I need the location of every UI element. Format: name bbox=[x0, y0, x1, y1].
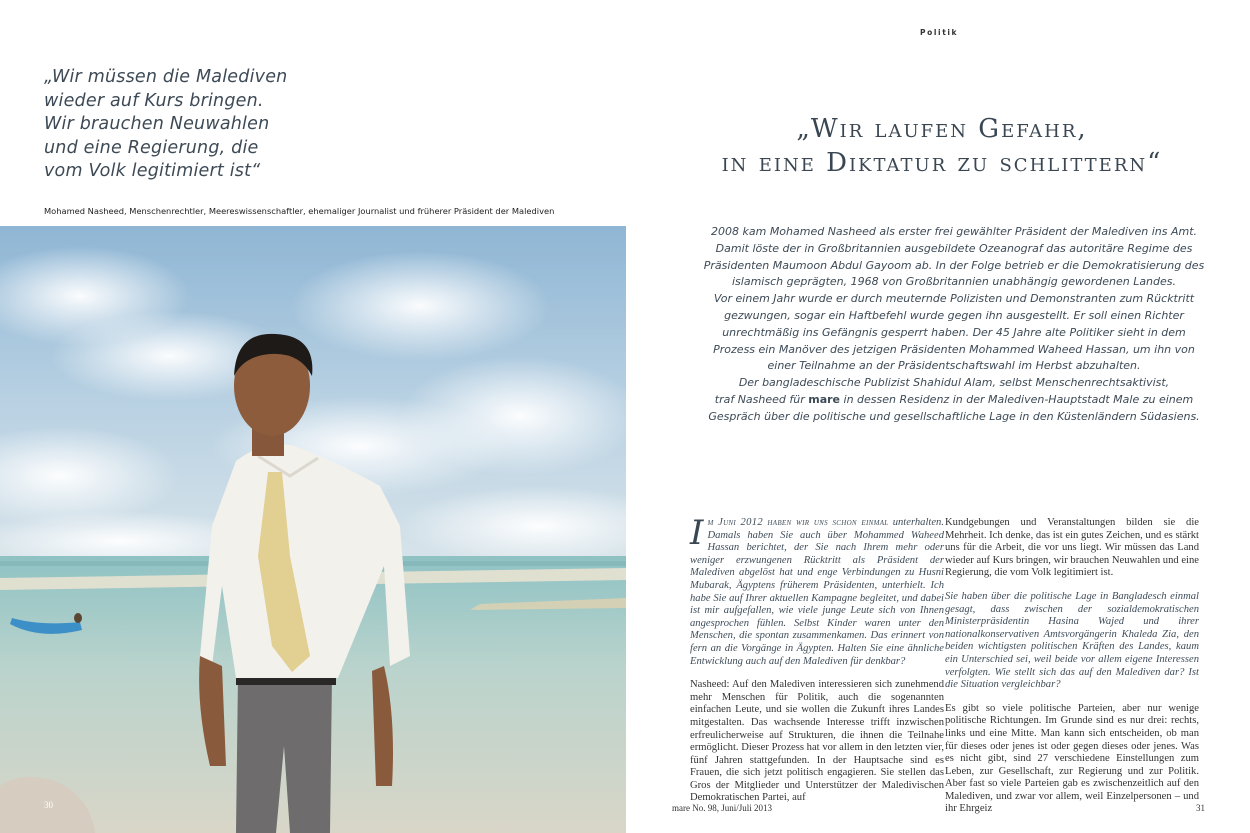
headline bbox=[662, 112, 1222, 180]
headline-line: in eine Diktatur zu schlittern“ bbox=[721, 148, 1163, 178]
headline-line: „Wir laufen Gefahr, bbox=[796, 114, 1088, 144]
interview-question: Sie haben über die politische Lage in Bangladesch einmal gesagt, dass zwischen der sozialdemokratischen Ministerpräsidentin Hasina Wajed und ihrer nationalkonservativen Amtsvorgängerin Khaleda Zia, den beiden wichtigsten politischen Kräften des Landes, kaum ein Unterschied sei, weil beide vor allem eigene Interessen verfolgten. Wie stellt sich das auf den Malediven dar? Ist die Situation vergleichbar? bbox=[945, 590, 1199, 691]
section-label: Politik bbox=[920, 28, 959, 37]
pull-quote-line: wieder auf Kurs bringen. bbox=[44, 90, 264, 111]
pull-quote-line: vom Volk legitimiert ist“ bbox=[44, 161, 261, 181]
portrait-photo bbox=[0, 226, 626, 833]
pull-quote bbox=[44, 66, 374, 184]
page-number-right: 31 bbox=[1196, 803, 1205, 813]
intro-line: Präsidenten Maumoon Abdul Gayoom ab. In der Folge betrieb er die Demokratisierung des bbox=[703, 258, 1205, 272]
intro-line: Prozess ein Manöver des jetzigen Präsidenten Mohammed Waheed Hassan, um ihn von bbox=[713, 342, 1195, 356]
intro-line: einer Teilnahme an der Präsidentschaftswahl im Herbst abzuhalten. bbox=[767, 359, 1141, 373]
photo-caption: Mohamed Nasheed, Menschenrechtler, Meereswissenschaftler, ehemaliger Journalist und früherer Präsident der Malediven bbox=[44, 206, 555, 216]
interview-answer: Es gibt so viele politische Parteien, aber nur wenige politische Richtungen. Im Grunde sind es nur drei: rechts, links und eine Mitte. Man kann sich entscheiden, ob man für dieses oder jenes ist oder gegen dieses oder jenes. Was es nicht gibt, sind 27 verschiedene Einstellungen zum Leben, zur Gesellschaft, zur Regierung und zur Politik. Aber fast so viele Parteien gab es zwischenzeitlich auf den Malediven, und zwar vor allem, weil Einzelpersonen – und ihr Ehrgeiz bbox=[945, 702, 1199, 815]
intro-text: traf Nasheed für bbox=[714, 392, 809, 406]
question-lead-in: m Juni 2012 haben wir uns schon einmal bbox=[707, 517, 889, 528]
pull-quote-line: Wir brauchen Neuwahlen bbox=[44, 114, 270, 134]
intro-paragraph bbox=[686, 224, 1222, 426]
intro-line: Damit löste der in Großbritannien ausgebildete Ozeanograf das autoritäre Regime des bbox=[715, 241, 1193, 255]
intro-line: Der bangladeschische Publizist Shahidul Alam, selbst Menschenrechtsaktivist, bbox=[738, 376, 1170, 390]
pull-quote-line: und eine Regierung, die bbox=[44, 137, 259, 158]
article-column-1 bbox=[690, 513, 945, 816]
intro-line: Gespräch über die politische und gesellschaftliche Lage in den Küstenländern Südasiens. bbox=[708, 409, 1200, 423]
question-text: unterhalten. Damals haben Sie auch über Mohammed Waheed Hassan berichtet, der Sie nach Ihrem mehr oder weniger erzwungenen Rücktritt als Präsident der Malediven abgelöst hat und enge Verbindungen zu Husni Mubarak, Ägyptens früherem Präsidenten, unterhielt. Ich habe Sie auf Ihrer aktuellen Kampagne begleitet, und dabei ist mir aufgefallen, wie viele junge Leute sich von Ihnen angesprochen fühlen. Selbst Kinder waren unter den Menschen, die spontan zusammenkamen. Das erinnert von fern an die Vorgänge in Ägypten. Halten Sie eine ähnliche Entwicklung auch auf den Malediven für denkbar? bbox=[690, 517, 945, 667]
intro-line: 2008 kam Mohamed Nasheed als erster frei gewählter Präsident der Malediven ins Amt. bbox=[711, 225, 1197, 238]
interview-question bbox=[690, 513, 945, 668]
page-number-left: 30 bbox=[44, 800, 53, 810]
mare-brand: mare bbox=[808, 392, 841, 406]
article-column-2 bbox=[945, 517, 1199, 827]
intro-line: gezwungen, sogar ein Haftbefehl wurde gegen ihn ausgestellt. Er soll einen Richter bbox=[724, 308, 1184, 322]
drop-cap: I bbox=[690, 513, 704, 553]
intro-text: in dessen Residenz in der Malediven-Hauptstadt Male zu einem bbox=[840, 392, 1194, 406]
magazine-folio: mare No. 98, Juni/Juli 2013 bbox=[672, 803, 772, 813]
interview-answer: Nasheed: Auf den Malediven interessieren sich zunehmend mehr Menschen für Politik, auch die sogenannten einfachen Leute, und sie wollen die Zukunft ihres Landes mitgestalten. Das wachsende Interesse trifft inzwischen erfreulicherweise auf Strukturen, die ihnen die Teilnahe ermöglicht. Dieser Prozess hat vor allem in den letzten vier, fünf Jahren stattgefunden. In der Hauptsache sind es Frauen, die sich jetzt politisch engagieren. Sie stellen das Gros der Mitglieder und Unterstützer der Maledivischen Demokratischen Partei, auf bbox=[690, 679, 944, 804]
intro-line: Vor einem Jahr wurde er durch meuternde Polizisten und Demonstranten zum Rücktritt bbox=[713, 292, 1195, 306]
pull-quote-line: „Wir müssen die Malediven bbox=[44, 67, 288, 87]
intro-line bbox=[686, 392, 1222, 409]
intro-line: islamisch geprägten, 1968 von Großbritannien unabhängig gewordenen Landes. bbox=[731, 275, 1177, 289]
intro-line: unrechtmäßig ins Gefängnis gesperrt haben. Der 45 Jahre alte Politiker sieht in dem bbox=[722, 325, 1186, 339]
interview-answer: Kundgebungen und Veranstaltungen bilden sie die Mehrheit. Ich denke, das ist ein gutes Zeichen, und es stärkt uns für die Arbeit, die vor uns liegt. Wir müssen das Land wieder auf Kurs bringen, wir brauchen Neuwahlen und eine Regierung, die vom Volk legitimiert ist. bbox=[945, 517, 1199, 579]
